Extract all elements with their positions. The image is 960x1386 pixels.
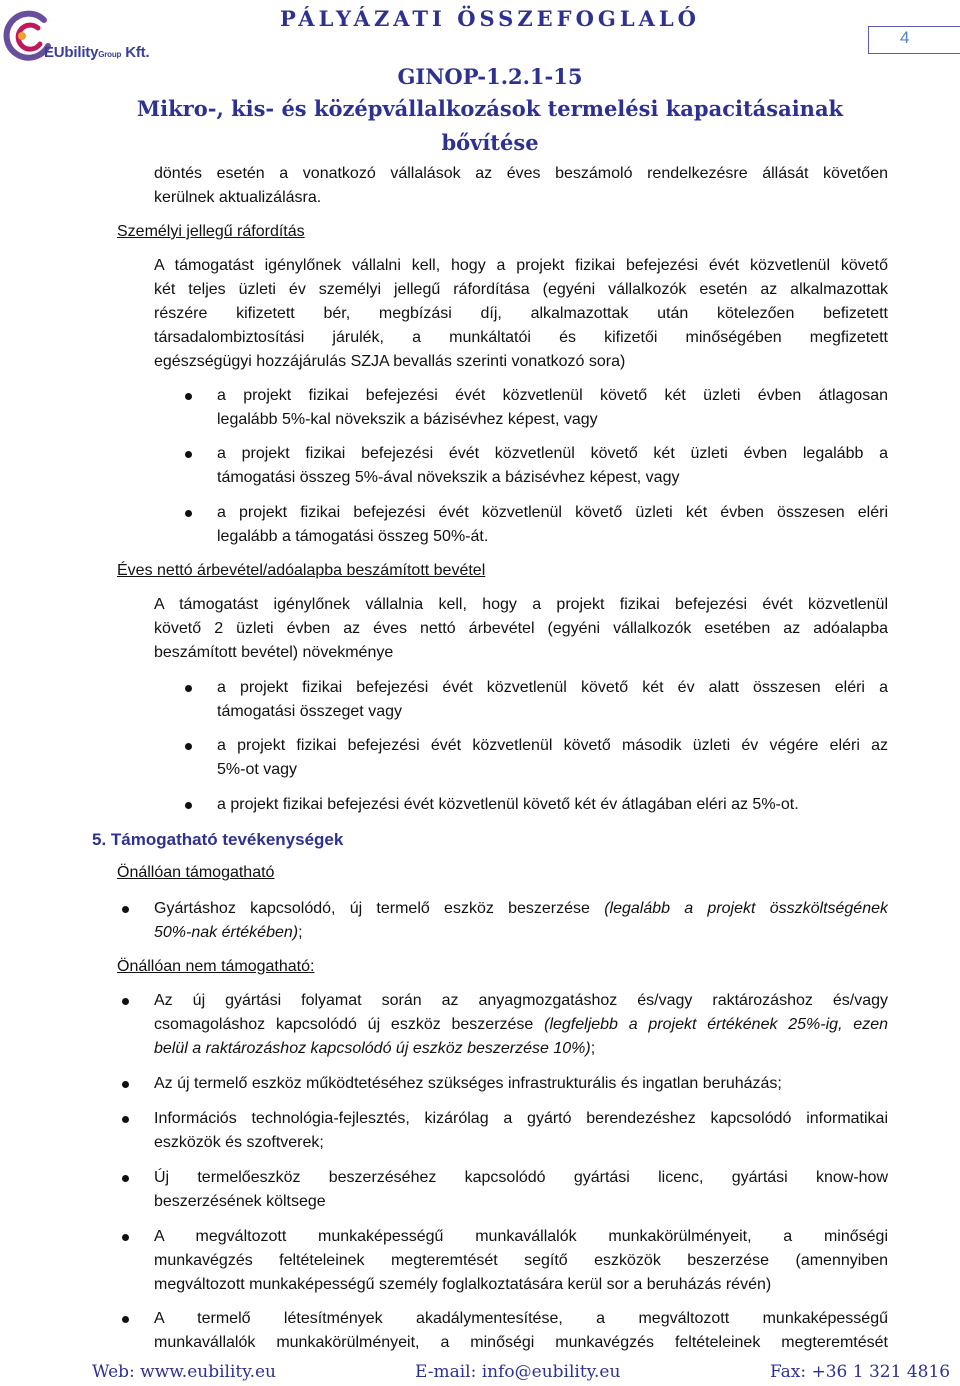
program-subtitle-line2: bővítése: [441, 130, 539, 155]
list-item: Gyártáshoz kapcsolódó, új termelő eszköz beszerzése (legalább a projekt összköltségének 50%-nak értékében);: [154, 900, 888, 941]
intro-paragraph: döntés esetén a vonatkozó vállalások az éves beszámoló rendelkezésre állását követően kerülnek aktualizálásra.: [154, 165, 888, 206]
bullet-icon: [185, 510, 192, 517]
supported-heading: Önállóan támogatható: [117, 864, 275, 881]
revenue-paragraph: A támogatást igénylőnek vállalnia kell, hogy a projekt fizikai befejezési évét közvetlenül követő 2 üzleti évben az éves nettó árbevétel (egyéni vállalkozók esetében az adóalapba beszámított bevétel) növekménye: [154, 596, 888, 661]
list-item: a projekt fizikai befejezési évét közvetlenül követő üzleti két évben összesen eléri legalább a támogatási összeg 50%-át.: [217, 504, 888, 545]
bullet-icon: [185, 451, 192, 458]
list-item: a projekt fizikai befejezési évét közvetlenül követő két üzleti évben legalább a támogatási összeg 5%-ával növekszik a bázisévhez képest, vagy: [217, 445, 888, 486]
list-item: Az új termelő eszköz működtetéséhez szükséges infrastrukturális és ingatlan beruházás;: [154, 1075, 782, 1092]
page-number: 4: [900, 28, 910, 47]
list-item: a projekt fizikai befejezési évét közvetlenül követő második üzleti év végére eléri az 5%-ot vagy: [217, 737, 888, 778]
bullet-icon: [122, 1175, 129, 1182]
list-item: Az új gyártási folyamat során az anyagmozgatáshoz és/vagy raktározáshoz és/vagy csomagoláshoz kapcsolódó új eszköz beszerzése (legfeljebb a projekt értékének 25%-ig, ezen belül a raktározáshoz kapcsolódó új eszköz beszerzése 10%);: [154, 992, 888, 1057]
list-item: A megváltozott munkaképességű munkavállalók munkakörülményeit, a minőségi munkavégzés feltételeinek megteremtését segítő eszközök beszerzése (amennyiben megváltozott munkaképességű személy foglalkoztatására kerül sor a beruházás révén): [154, 1228, 888, 1293]
bullet-icon: [185, 393, 192, 400]
program-code: GINOP-1.2.1-15: [397, 64, 583, 89]
bullet-icon: [122, 906, 129, 913]
bullet-icon: [122, 1316, 129, 1323]
footer-email-link[interactable]: E-mail: info@eubility.eu: [415, 1362, 621, 1382]
footer-fax: Fax: +36 1 321 4816: [770, 1362, 951, 1382]
personal-costs-paragraph: A támogatást igénylőnek vállalni kell, hogy a projekt fizikai befejezési évét közvetlenül követő két teljes üzleti év személyi jellegű ráfordítása (egyéni vállalkozók esetén az alkalmazottak részére kifizetett bér, megbízási díj, alkalmazottak után kötelezően befizetett társadalombiztosítási járulék, a munkáltatói és kifizetői minőségében megfizetett egészségügyi hozzájárulás SZJA bevallás szerinti vonatkozó sora): [154, 257, 888, 370]
list-item: a projekt fizikai befejezési évét közvetlenül követő két év átlagában eléri az 5%-ot.: [217, 796, 799, 813]
bullet-icon: [122, 1234, 129, 1241]
page-number-box: [868, 26, 960, 54]
personal-costs-heading: Személyi jellegű ráfordítás: [117, 223, 305, 240]
logo-text: EUbilityGroup Kft.: [44, 44, 150, 61]
bullet-icon: [122, 1081, 129, 1088]
not-supported-heading: Önállóan nem támogatható:: [117, 958, 315, 975]
bullet-icon: [185, 802, 192, 809]
revenue-heading: Éves nettó árbevétel/adóalapba beszámított bevétel: [117, 562, 486, 579]
bullet-icon: [185, 743, 192, 750]
list-item: Információs technológia-fejlesztés, kizárólag a gyártó berendezéshez kapcsolódó informatikai eszközök és szoftverek;: [154, 1110, 888, 1151]
bullet-icon: [185, 685, 192, 692]
list-item: A termelő létesítmények akadálymentesítése, a megváltozott munkaképességű munkavállalók munkakörülményeit, a minőségi munkavégzés feltételeinek megteremtését: [154, 1310, 888, 1351]
section-5-heading: 5. Támogatható tevékenységek: [92, 830, 344, 849]
bullet-icon: [122, 1116, 129, 1123]
program-subtitle-line1: Mikro-, kis- és középvállalkozások termelési kapacitásainak: [136, 96, 844, 121]
bullet-icon: [122, 998, 129, 1005]
list-item: Új termelőeszköz beszerzéséhez kapcsolódó gyártási licenc, gyártási know-how beszerzésének költsege: [154, 1169, 888, 1210]
list-item: a projekt fizikai befejezési évét közvetlenül követő két év alatt összesen eléri a támogatási összeget vagy: [217, 679, 888, 720]
document-title: PÁLYÁZATI ÖSSZEFOGLALÓ: [280, 6, 700, 31]
list-item: a projekt fizikai befejezési évét közvetlenül követő két üzleti évben átlagosan legalább 5%-kal növekszik a bázisévhez képest, vagy: [217, 387, 888, 428]
footer-web-link[interactable]: Web: www.eubility.eu: [92, 1362, 276, 1382]
